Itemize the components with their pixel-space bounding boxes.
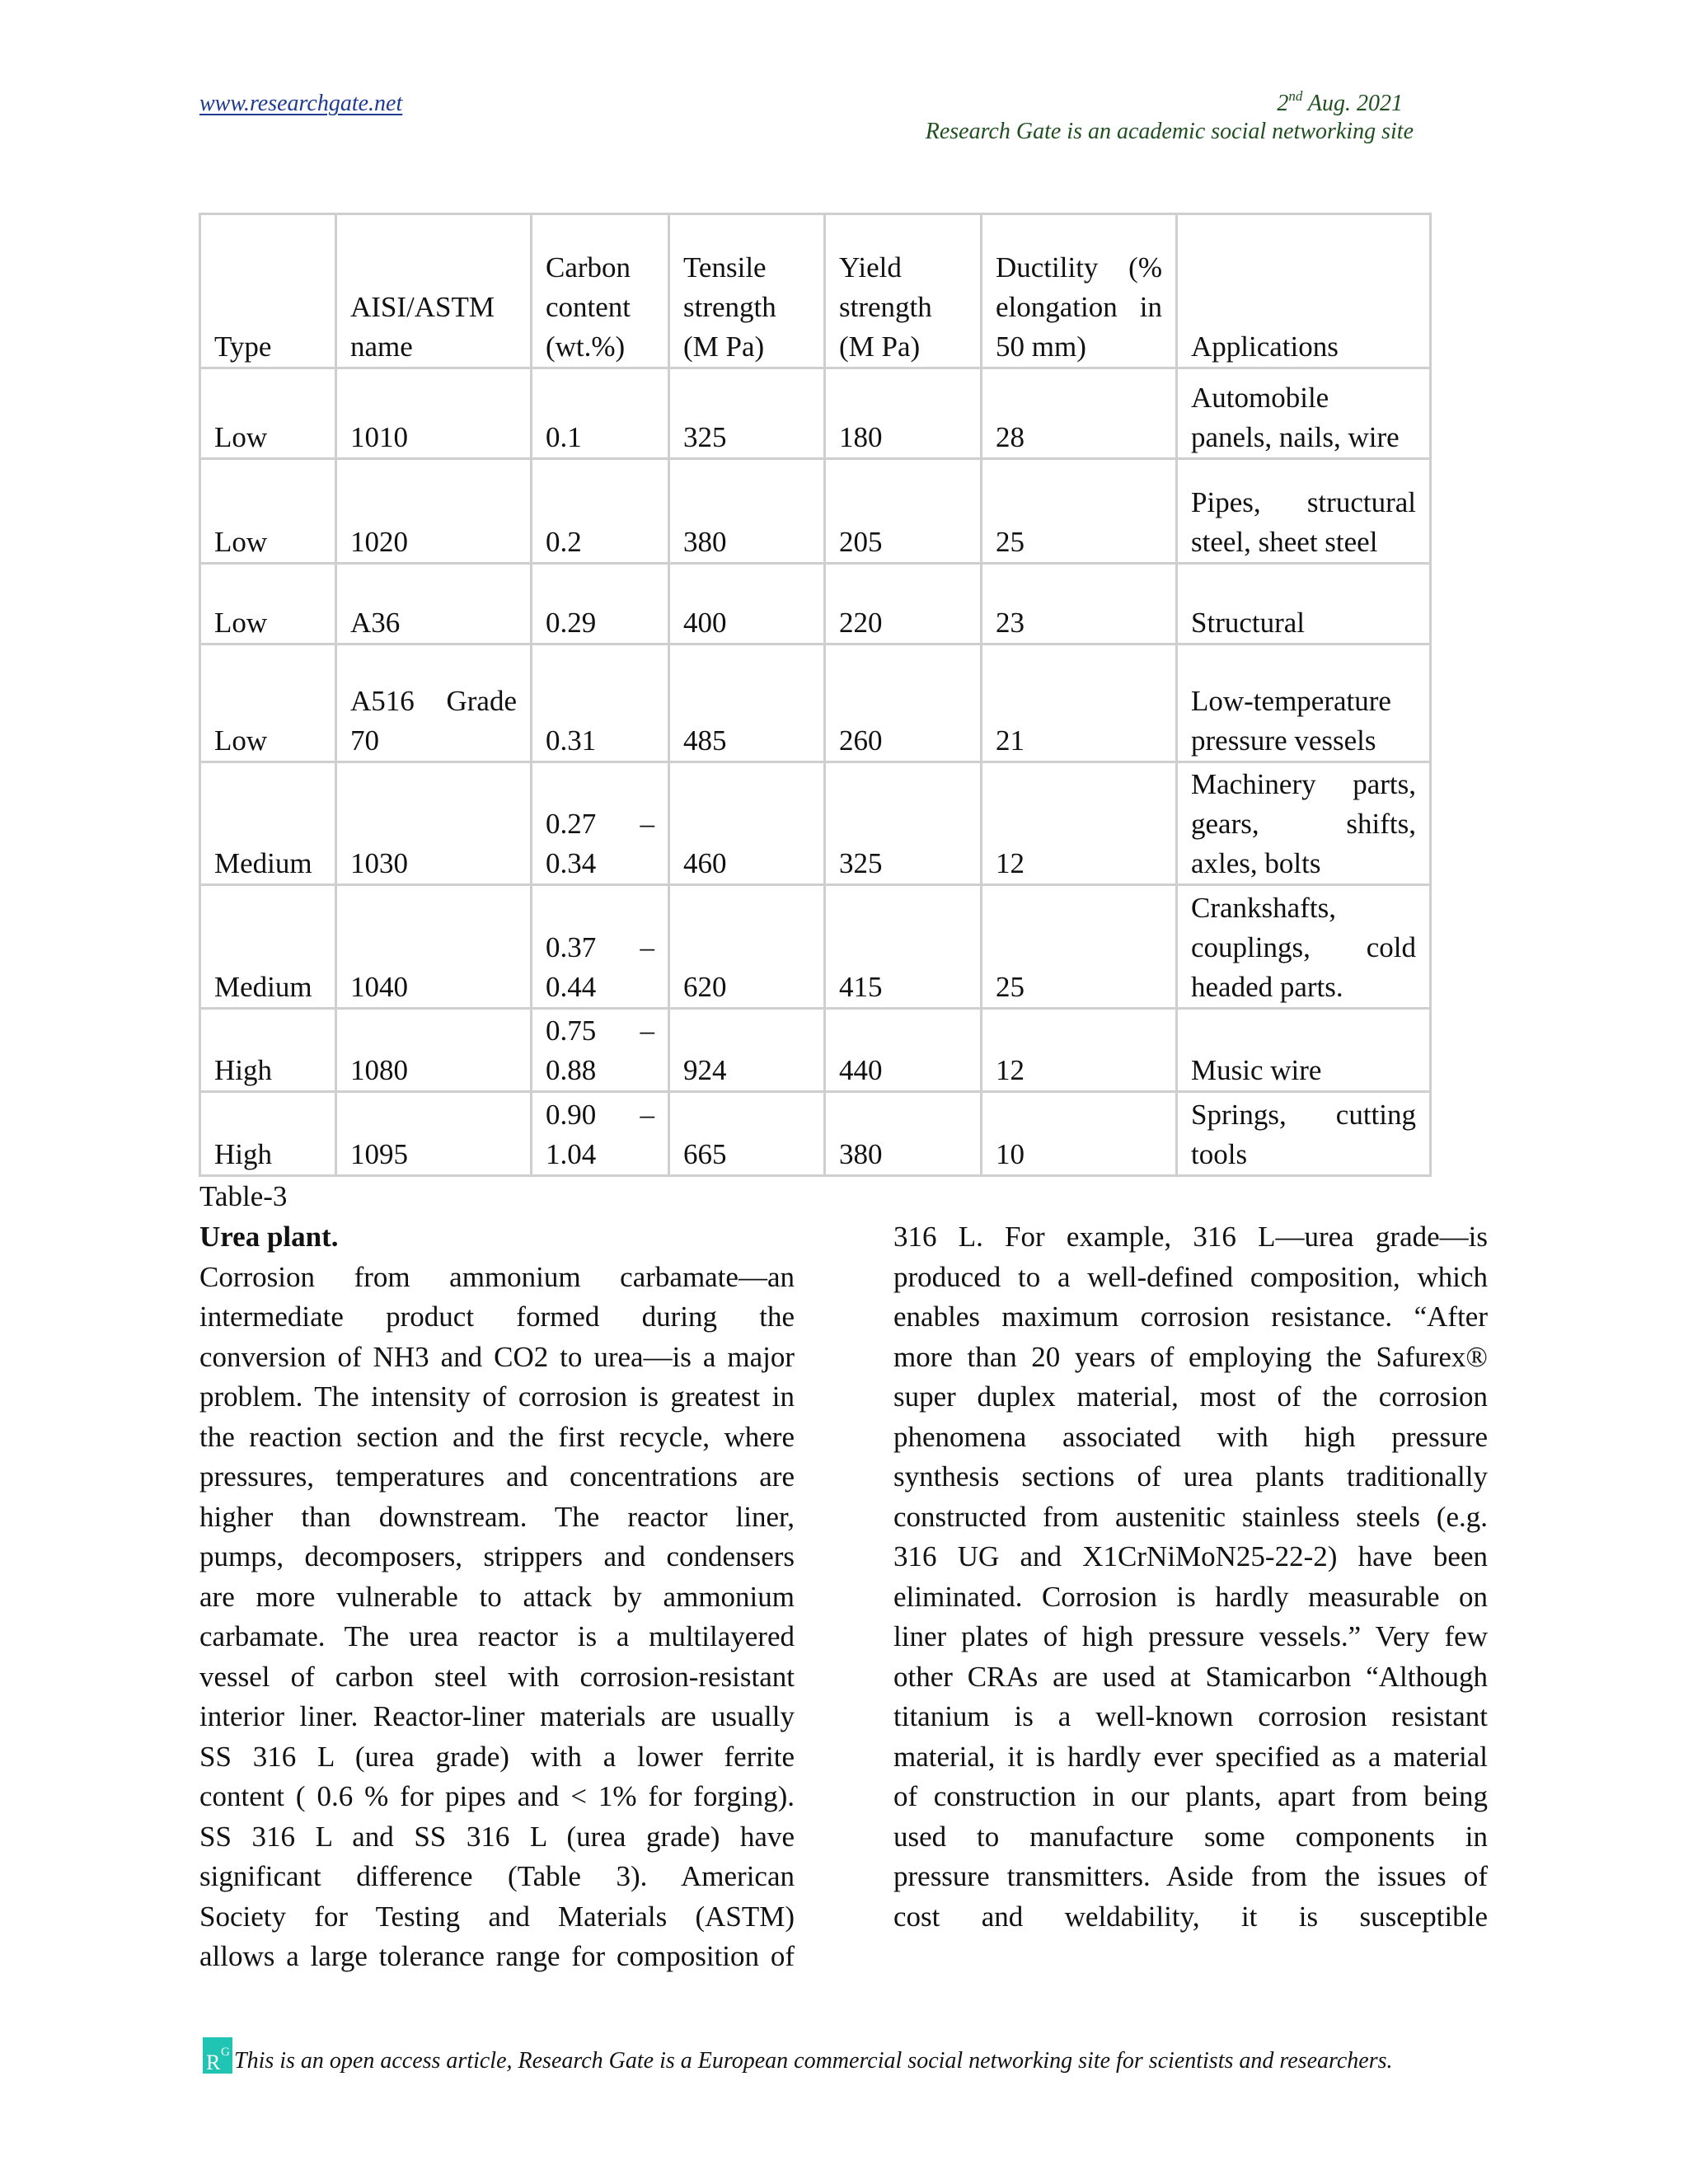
cell-carbon-content: 0.75 – 0.88 [532, 1009, 669, 1092]
table-row [200, 1092, 1431, 1176]
cell-tensile-strength: 380 [669, 459, 825, 564]
section-heading: Urea plant. [199, 1221, 339, 1253]
cell-type: Low [200, 459, 336, 564]
text-line: problem. The intensity of corrosion is greatest in [199, 1380, 795, 1413]
cell-yield-strength: 260 [825, 644, 982, 762]
text-line: the reaction section and the first recycle, where [199, 1420, 795, 1453]
table-row [200, 368, 1431, 459]
cell-ductility: 12 [982, 762, 1177, 885]
text-line: intermediate product formed during the [199, 1301, 795, 1333]
cell-aisi-astm-name: 1095 [336, 1092, 532, 1176]
cell-yield-strength: 205 [825, 459, 982, 564]
cell-aisi-astm-name: 1010 [336, 368, 532, 459]
cell-applications: Low-temperature pressure vessels [1177, 644, 1431, 762]
table-row [200, 762, 1431, 885]
text-line: Corrosion from ammonium carbamate—an [199, 1260, 795, 1293]
cell-tensile-strength: 924 [669, 1009, 825, 1092]
text-line: other CRAs are used at Stamicarbon “Although [893, 1660, 1488, 1693]
cell-applications: Music wire [1177, 1009, 1431, 1092]
cell-aisi-astm-name: A36 [336, 564, 532, 644]
cell-aisi-astm-name: 1020 [336, 459, 532, 564]
left-column-text [199, 1258, 795, 1977]
text-line: Society for Testing and Materials (ASTM) [199, 1900, 795, 1933]
text-line: cost and weldability, it is susceptible [893, 1900, 1488, 1933]
cell-tensile-strength: 485 [669, 644, 825, 762]
researchgate-logo-icon: R G [203, 2037, 232, 2074]
text-line: enables maximum corrosion resistance. “After [893, 1301, 1488, 1333]
header-carbon-content: Carbon content (wt.%) [532, 214, 669, 368]
cell-applications: Structural [1177, 564, 1431, 644]
text-line: produced to a well-defined composition, which [893, 1260, 1488, 1293]
text-line: conversion of NH3 and CO2 to urea—is a major [199, 1340, 795, 1373]
cell-tensile-strength: 400 [669, 564, 825, 644]
cell-aisi-astm-name: A516 Grade 70 [336, 644, 532, 762]
cell-applications: Pipes, structural steel, sheet steel [1177, 459, 1431, 564]
date-suffix: nd [1288, 88, 1303, 104]
cell-yield-strength: 440 [825, 1009, 982, 1092]
text-line: content ( 0.6 % for pipes and < 1% for forging). [199, 1780, 795, 1812]
text-line: significant difference (Table 3). American [199, 1860, 795, 1892]
header-ductility: Ductility (% elongation in 50 mm) [982, 214, 1177, 368]
text-line: are more vulnerable to attack by ammonium [199, 1580, 795, 1613]
cell-carbon-content: 0.2 [532, 459, 669, 564]
header-applications: Applications [1177, 214, 1431, 368]
table-caption: Table-3 [199, 1180, 288, 1212]
body-right-column [893, 1217, 1488, 1937]
cell-aisi-astm-name: 1030 [336, 762, 532, 885]
steel-properties-table [199, 213, 1432, 1177]
page-footer [203, 2034, 1393, 2074]
text-line: phenomena associated with high pressure [893, 1420, 1488, 1453]
header-yield-strength: Yield strength (M Pa) [825, 214, 982, 368]
date-rest: Aug. 2021 [1302, 91, 1403, 116]
publication-date [1277, 88, 1403, 117]
cell-yield-strength: 325 [825, 762, 982, 885]
text-line: allows a large tolerance range for composition of [199, 1940, 795, 1972]
text-line: 316 UG and X1CrNiMoN25-22-2) have been [893, 1540, 1488, 1572]
cell-yield-strength: 380 [825, 1092, 982, 1176]
text-line: more than 20 years of employing the Safurex® [893, 1340, 1488, 1373]
text-line: pumps, decomposers, strippers and condensers [199, 1540, 795, 1572]
cell-aisi-astm-name: 1080 [336, 1009, 532, 1092]
text-line: pressures, temperatures and concentrations are [199, 1460, 795, 1493]
text-line: used to manufacture some components in [893, 1820, 1488, 1853]
text-line: higher than downstream. The reactor liner, [199, 1500, 795, 1533]
cell-applications: Automobile panels, nails, wire [1177, 368, 1431, 459]
cell-yield-strength: 415 [825, 885, 982, 1009]
table-header-row [200, 214, 1431, 368]
table-row [200, 564, 1431, 644]
text-line: super duplex material, most of the corrosion [893, 1380, 1488, 1413]
header-aisi-astm-name: AISI/ASTM name [336, 214, 532, 368]
cell-tensile-strength: 325 [669, 368, 825, 459]
date-day: 2 [1277, 91, 1289, 116]
text-line: titanium is a well-known corrosion resistant [893, 1700, 1488, 1732]
cell-type: Low [200, 368, 336, 459]
cell-type: High [200, 1092, 336, 1176]
cell-carbon-content: 0.31 [532, 644, 669, 762]
text-line: material, it is hardly ever specified as a material [893, 1740, 1488, 1773]
text-line: of construction in our plants, apart from being [893, 1780, 1488, 1812]
header-tensile-strength: Tensile strength (M Pa) [669, 214, 825, 368]
cell-yield-strength: 180 [825, 368, 982, 459]
text-line: SS 316 L and SS 316 L (urea grade) have [199, 1820, 795, 1853]
text-line: vessel of carbon steel with corrosion-resistant [199, 1660, 795, 1693]
cell-type: Low [200, 564, 336, 644]
body-left-column [199, 1217, 795, 1977]
cell-ductility: 23 [982, 564, 1177, 644]
text-line: eliminated. Corrosion is hardly measurable on [893, 1580, 1488, 1613]
text-line: 316 L. For example, 316 L—urea grade—is [893, 1221, 1488, 1253]
cell-ductility: 12 [982, 1009, 1177, 1092]
cell-applications: Crankshafts, couplings, cold headed parts. [1177, 885, 1431, 1009]
table-row [200, 644, 1431, 762]
header-tagline: Research Gate is an academic social networking site [925, 119, 1414, 144]
cell-type: Medium [200, 762, 336, 885]
cell-carbon-content: 0.37 – 0.44 [532, 885, 669, 1009]
cell-type: Medium [200, 885, 336, 1009]
cell-tensile-strength: 620 [669, 885, 825, 1009]
cell-ductility: 25 [982, 885, 1177, 1009]
cell-ductility: 21 [982, 644, 1177, 762]
cell-applications: Springs, cutting tools [1177, 1092, 1431, 1176]
right-column-text [893, 1217, 1488, 1937]
text-line: synthesis sections of urea plants traditionally [893, 1460, 1488, 1493]
cell-carbon-content: 0.90 – 1.04 [532, 1092, 669, 1176]
cell-applications: Machinery parts, gears, shifts, axles, bolts [1177, 762, 1431, 885]
cell-carbon-content: 0.1 [532, 368, 669, 459]
text-line: SS 316 L (urea grade) with a lower ferrite [199, 1740, 795, 1773]
cell-ductility: 10 [982, 1092, 1177, 1176]
table-row [200, 885, 1431, 1009]
footer-note: This is an open access article, Research Gate is a European commercial social networking site for scientists and researchers. [234, 2048, 1393, 2074]
text-line: liner plates of high pressure vessels.” Very few [893, 1620, 1488, 1652]
cell-ductility: 28 [982, 368, 1177, 459]
text-line: carbamate. The urea reactor is a multilayered [199, 1620, 795, 1652]
text-line: interior liner. Reactor-liner materials are usually [199, 1700, 795, 1732]
cell-tensile-strength: 460 [669, 762, 825, 885]
header-type: Type [200, 214, 336, 368]
researchgate-link[interactable]: www.researchgate.net [199, 91, 403, 116]
cell-ductility: 25 [982, 459, 1177, 564]
cell-yield-strength: 220 [825, 564, 982, 644]
cell-carbon-content: 0.29 [532, 564, 669, 644]
table-row [200, 459, 1431, 564]
cell-type: Low [200, 644, 336, 762]
text-line: pressure transmitters. Aside from the issues of [893, 1860, 1488, 1892]
cell-carbon-content: 0.27 – 0.34 [532, 762, 669, 885]
table-row [200, 1009, 1431, 1092]
cell-type: High [200, 1009, 336, 1092]
cell-aisi-astm-name: 1040 [336, 885, 532, 1009]
cell-tensile-strength: 665 [669, 1092, 825, 1176]
text-line: constructed from austenitic stainless steels (e.g. [893, 1500, 1488, 1533]
